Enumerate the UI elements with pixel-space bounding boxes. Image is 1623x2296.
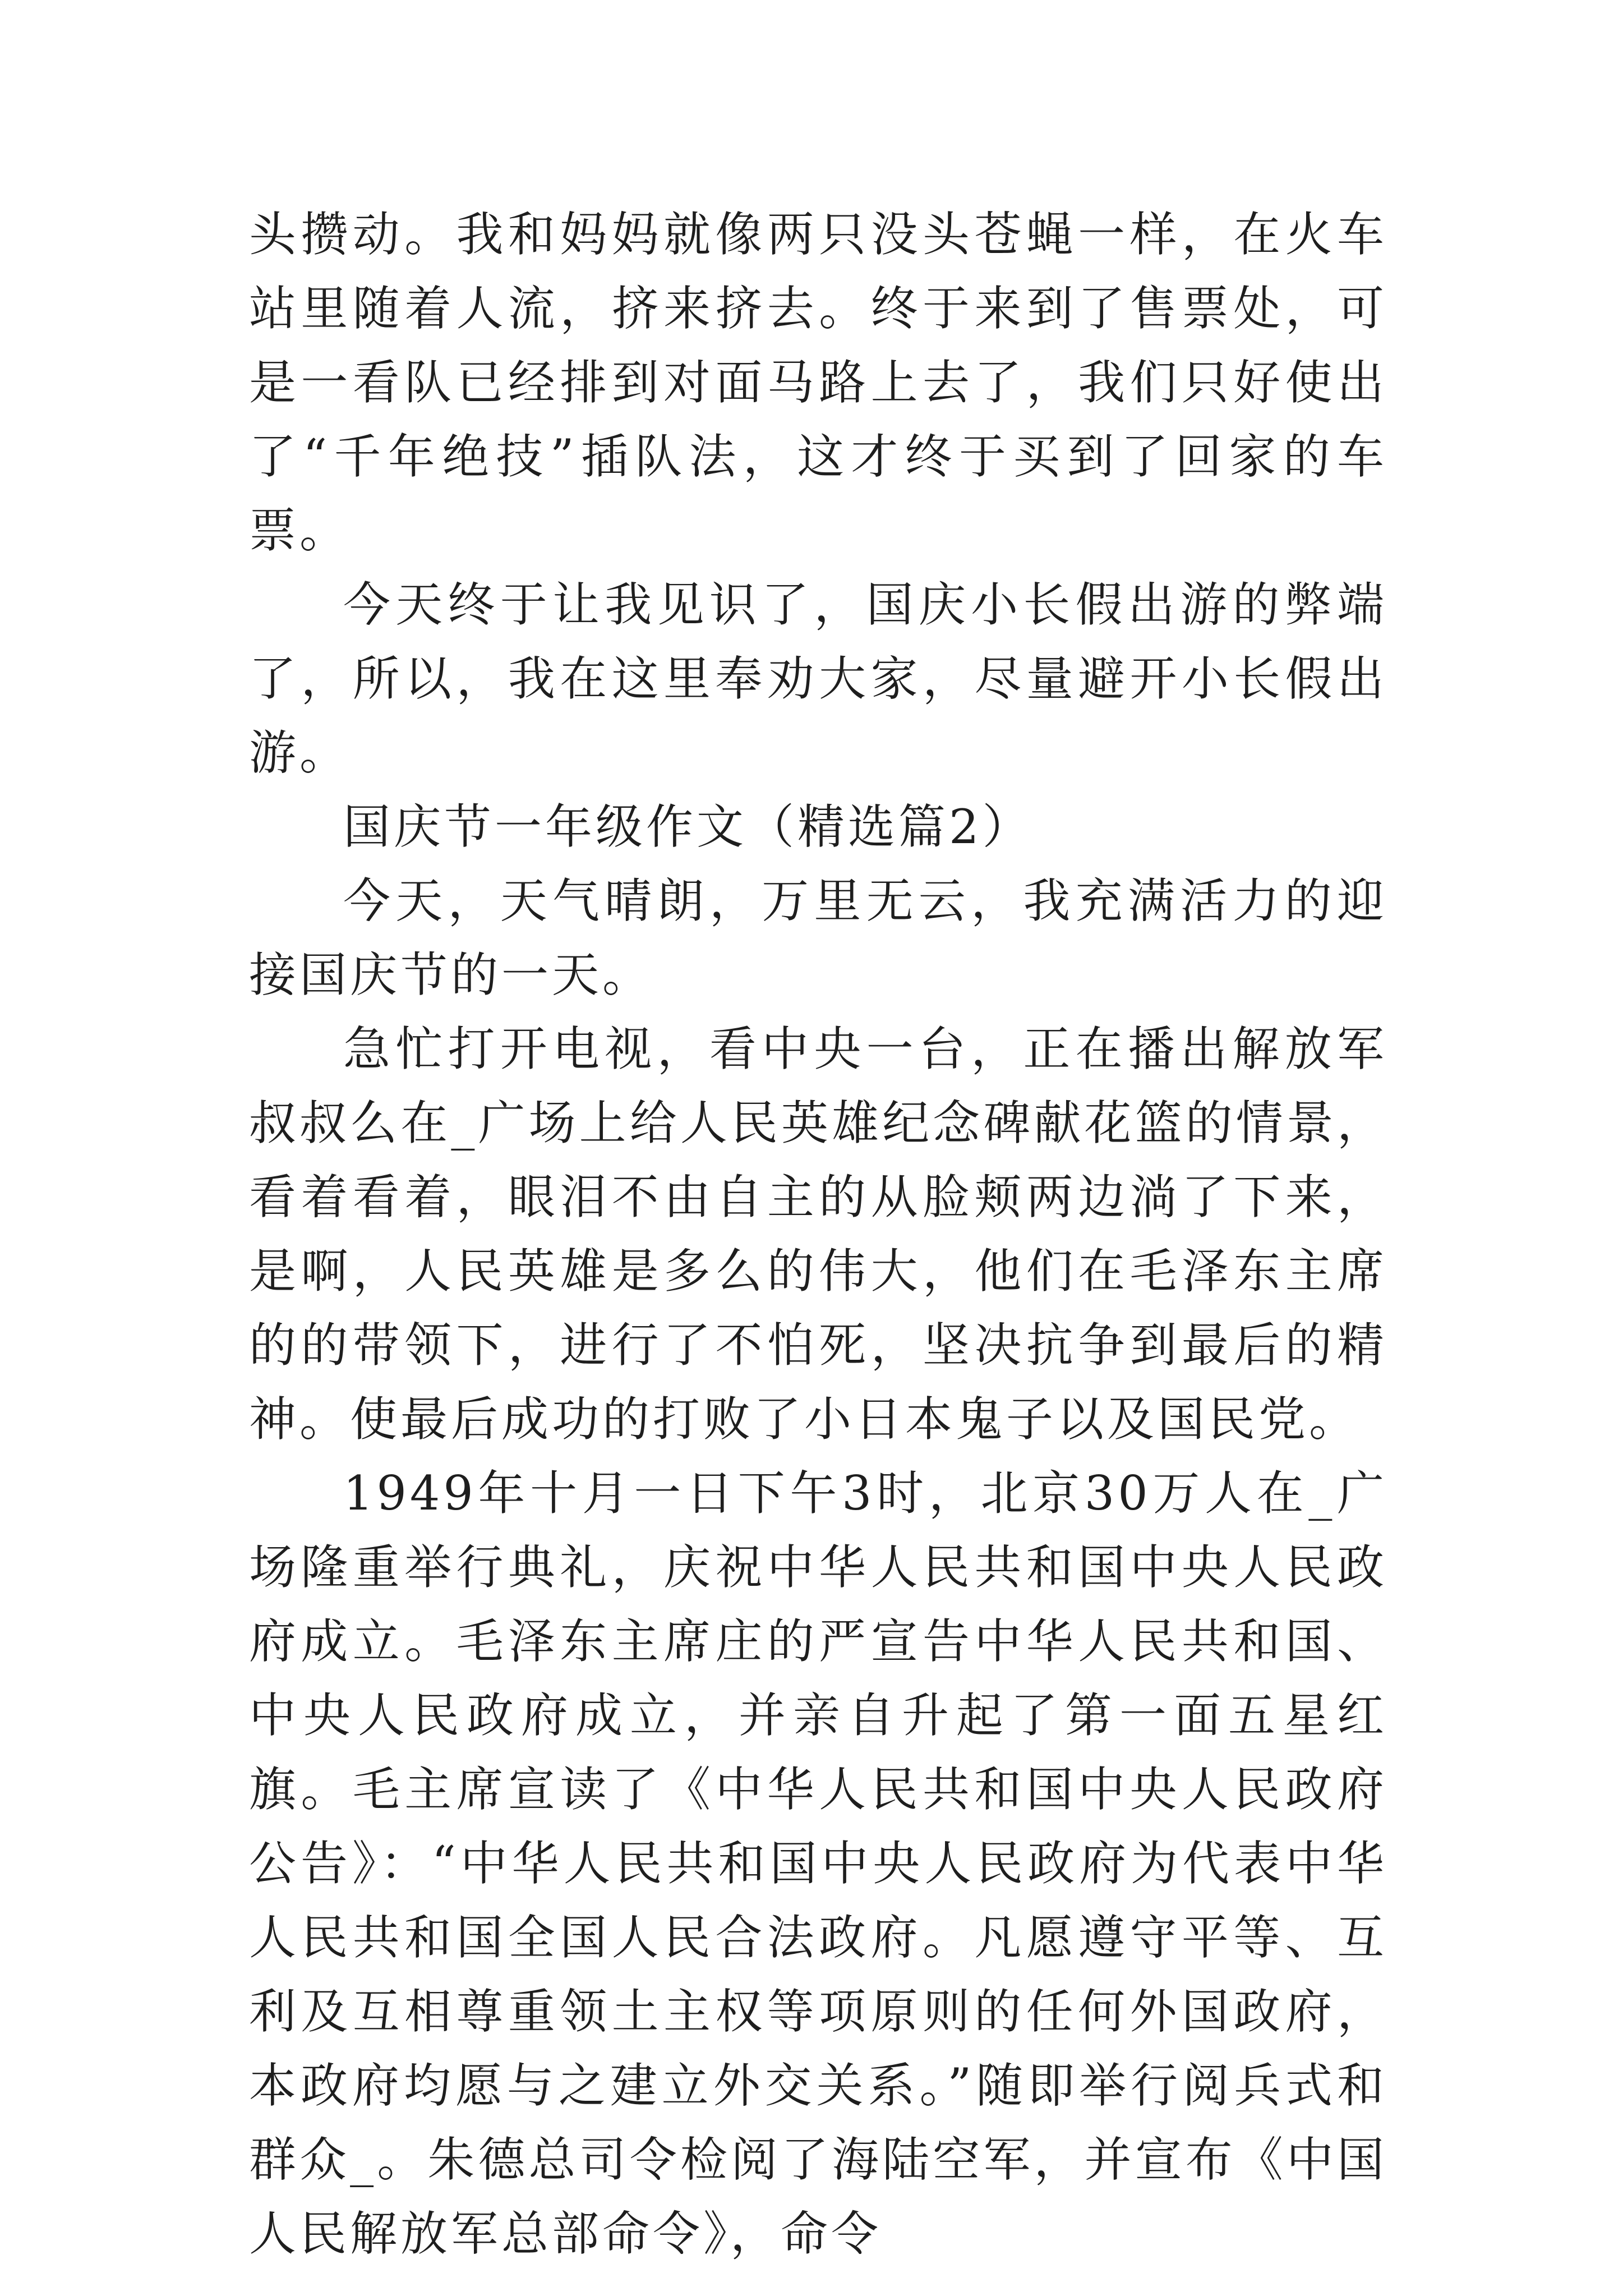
paragraph-1: 头攒动。我和妈妈就像两只没头苍蝇一样，在火车站里随着人流，挤来挤去。终于来到了售票处，可是一看队已经排到对面马路上去了，我们只好使出了“千年绝技”插队法，这才终于买到了回家的车票。 [249,207,1387,558]
section-heading: 国庆节一年级作文（精选篇2） [343,799,1033,854]
document-body [249,197,1387,2271]
paragraph-3: 今天，天气晴朗，万里无云，我充满活力的迎接国庆节的一天。 [249,873,1387,1002]
paragraph-2: 今天终于让我见识了，国庆小长假出游的弊端了，所以，我在这里奉劝大家，尽量避开小长假出游。 [249,577,1387,780]
paragraph-5: 1949年十月一日下午3时，北京30万人在_广场隆重举行典礼，庆祝中华人民共和国中央人民政府成立。毛泽东主席庄的严宣告中华人民共和国、中央人民政府成立，并亲自升起了第一面五星红旗。毛主席宣读了《中华人民共和国中央人民政府公告》：“中华人民共和国中央人民政府为代表中华人民共和国全国人民合法政府。凡愿遵守平等、互利及互相尊重领土主权等项原则的任何外国政府，本政府均愿与之建立外交关系。”随即举行阅兵式和群众_。朱德总司令检阅了海陆空军，并宣布《中国人民解放军总部命令》，命令 [249,1466,1387,2261]
paragraph-4: 急忙打开电视，看中央一台，正在播出解放军叔叔么在_广场上给人民英雄纪念碑献花篮的情景，看着看着，眼泪不由自主的从脸颊两边淌了下来，是啊，人民英雄是多么的伟大，他们在毛泽东主席的的带领下，进行了不怕死，坚决抗争到最后的精神。使最后成功的打败了小日本鬼子以及国民党。 [249,1022,1387,1447]
